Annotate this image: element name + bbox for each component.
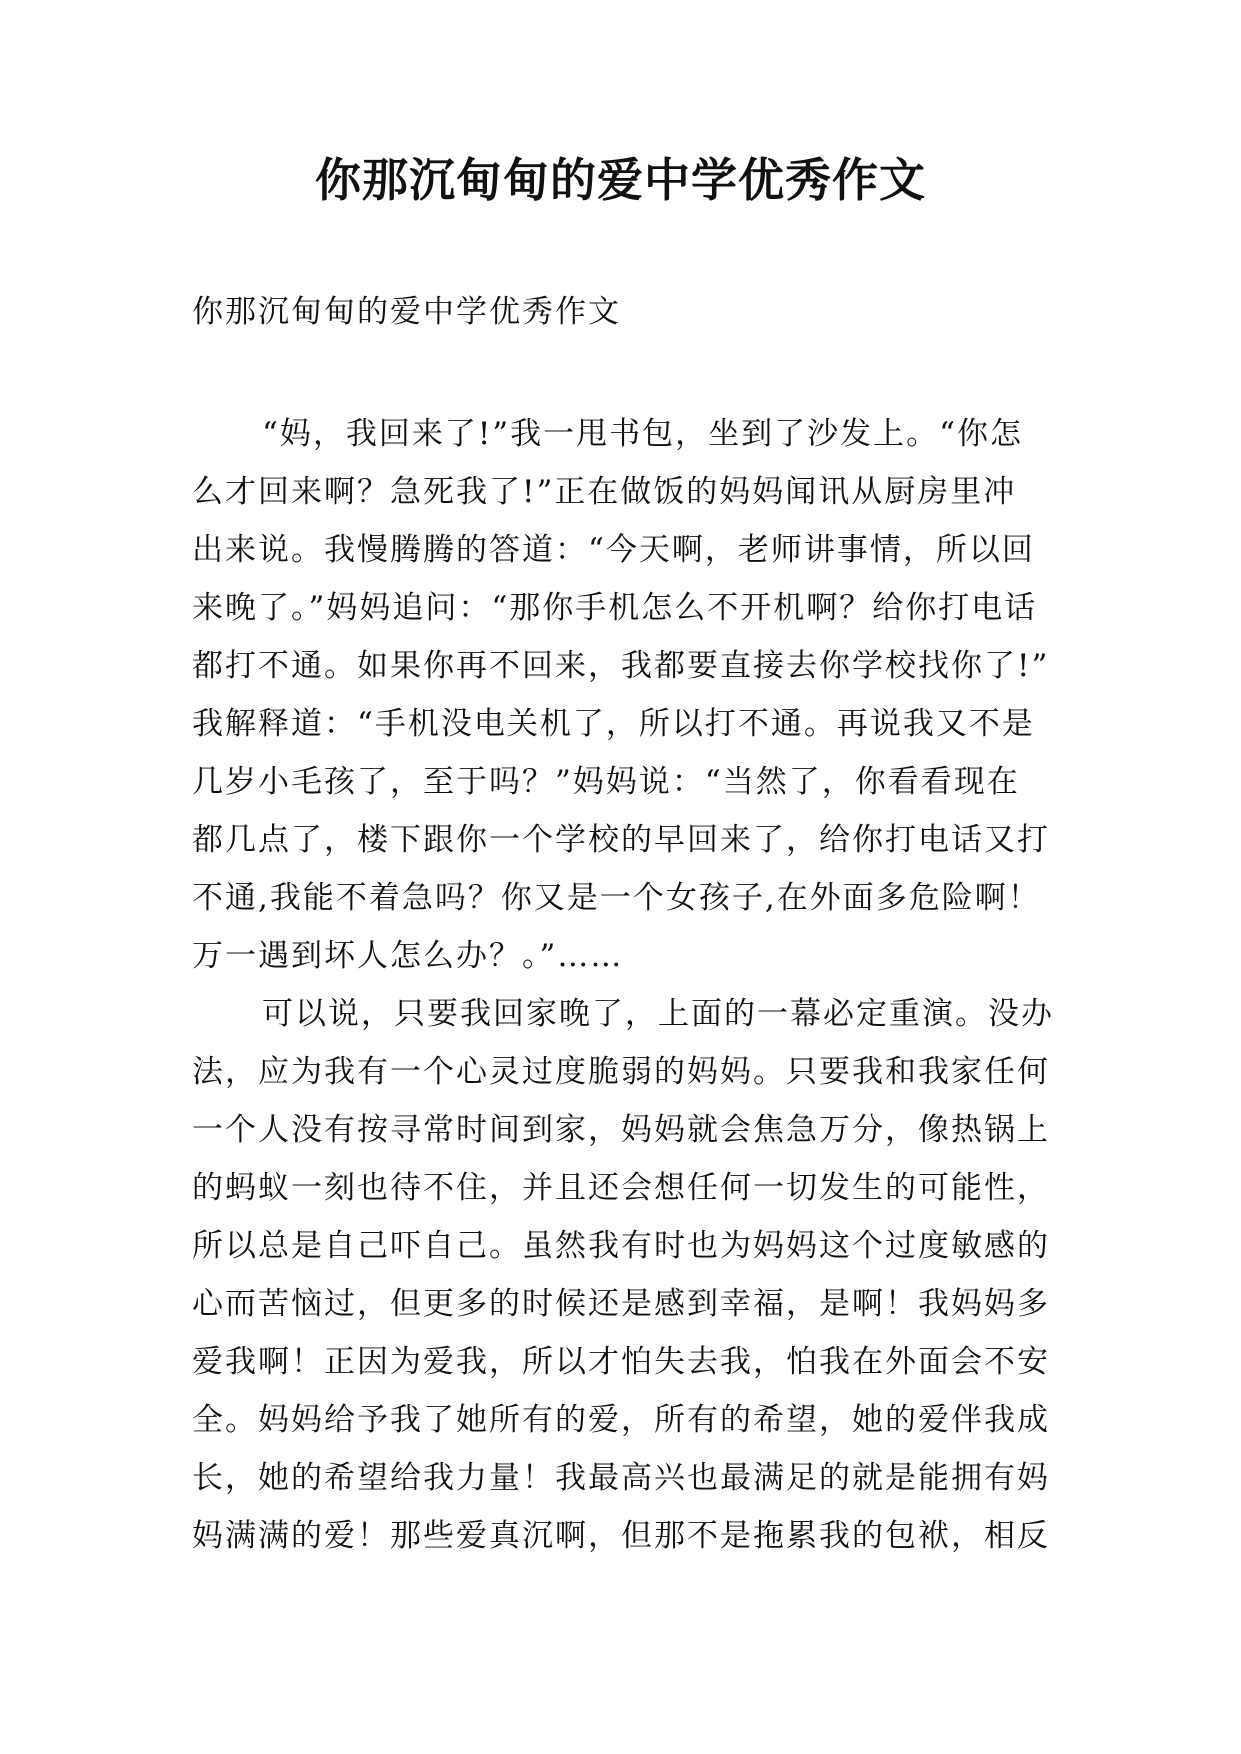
body-line: 出来说。我慢腾腾的答道：“今天啊，老师讲事情，所以回 [192, 532, 1035, 568]
body-line: 万一遇到坏人怎么办？。”…… [192, 938, 624, 974]
body-line: 法，应为我有一个心灵过度脆弱的妈妈。只要我和我家任何 [192, 1054, 1050, 1090]
document-body [192, 405, 1052, 1565]
body-line: “妈，我回来了!”我一甩书包，坐到了沙发上。“你怎 [262, 416, 1023, 452]
body-line: 可以说，只要我回家晚了，上面的一幕必定重演。没办 [262, 996, 1054, 1032]
body-line: 一个人没有按寻常时间到家，妈妈就会焦急万分，像热锅上 [192, 1112, 1050, 1148]
document-subtitle: 你那沉甸甸的爱中学优秀作文 [192, 294, 621, 330]
body-line: 来晚了。”妈妈追问：“那你手机怎么不开机啊？给你打电话 [192, 590, 1038, 626]
body-line: 所以总是自己吓自己。虽然我有时也为妈妈这个过度敏感的 [192, 1228, 1050, 1264]
document-title: 你那沉甸甸的爱中学优秀作文 [315, 153, 926, 207]
body-line: 不通,我能不着急吗？你又是一个女孩子,在外面多危险啊！ [192, 880, 1041, 916]
body-line: 长，她的希望给我力量！我最高兴也最满足的就是能拥有妈 [192, 1460, 1050, 1496]
body-line: 都打不通。如果你再不回来，我都要直接去你学校找你了!” [192, 648, 1050, 684]
body-line: 我解释道：“手机没电关机了，所以打不通。再说我又不是 [192, 706, 1035, 742]
body-line: 妈满满的爱！那些爱真沉啊，但那不是拖累我的包袱，相反 [192, 1518, 1050, 1554]
body-line: 的蚂蚁一刻也待不住，并且还会想任何一切发生的可能性， [192, 1170, 1050, 1206]
body-line: 都几点了，楼下跟你一个学校的早回来了，给你打电话又打 [192, 822, 1050, 858]
body-line: 心而苦恼过，但更多的时候还是感到幸福，是啊！我妈妈多 [192, 1286, 1050, 1322]
body-line: 么才回来啊？急死我了!”正在做饭的妈妈闻讯从厨房里冲 [192, 474, 1017, 510]
body-line: 爱我啊！正因为爱我，所以才怕失去我，怕我在外面会不安 [192, 1344, 1050, 1380]
body-line: 几岁小毛孩了，至于吗？”妈妈说：“当然了，你看看现在 [192, 764, 1020, 800]
body-line: 全。妈妈给予我了她所有的爱，所有的希望，她的爱伴我成 [192, 1402, 1050, 1438]
